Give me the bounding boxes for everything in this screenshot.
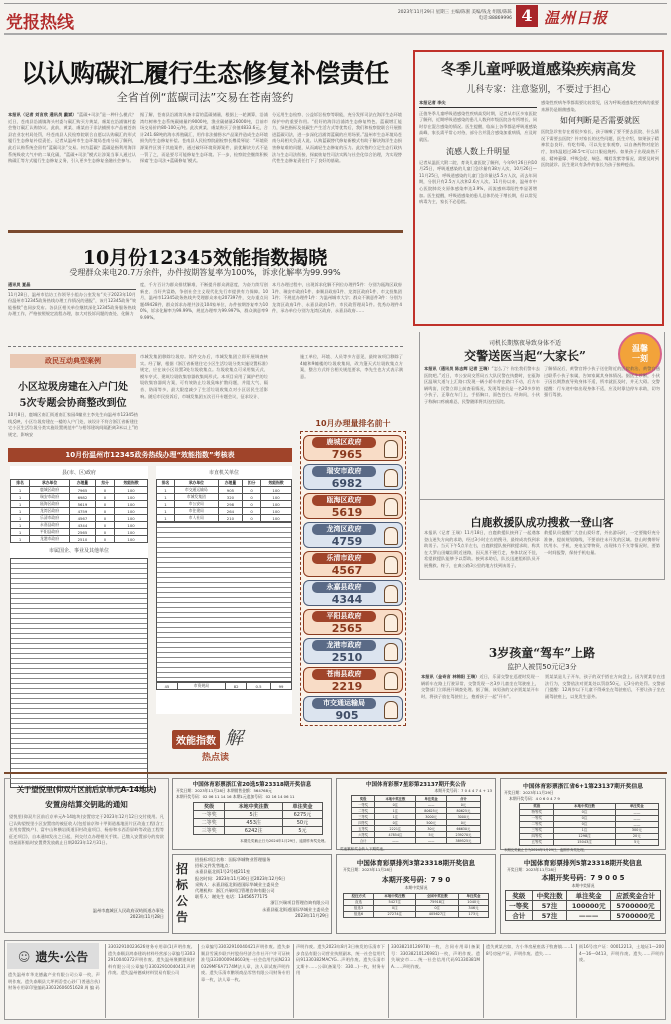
- efficiency-badge: [172, 724, 292, 764]
- story-12345-subhead: 受理群众来电20.7万余件，办件按期答复率为100%，诉求化解率为99.99%: [69, 268, 341, 277]
- trophy-icon: [384, 614, 398, 632]
- direct-table-more: [156, 522, 292, 682]
- case-col2: 市城发集团移除垃圾房。诉件交办后，市城发集团立即开展调查核实。经了解，根据《浙江省新建住宅小区生活垃圾分类实施设置标准》规定，应在该小区设置3处垃圾收集点。垃圾收集点可采用集天式、模车亭式、建筑垃圾收集容器收集间形式。本项目采用了属护栏的垃圾收集容器间方案，可有效防止垃圾臭味扩散问题，并阻大气、隔音、防雨等多，最大限度减少了生活垃圾收集点对小区居民生活影响。随后市民投诉后，市城发集团五次召开专题会议，征求设计、: [140, 354, 268, 399]
- trophy-icon: [384, 701, 398, 719]
- assessment-title: 10月份温州市12345政务热线办理“效能指数”考核表: [8, 448, 292, 462]
- lottery-pl3-numbers: 本期开奖号码：7 9 0: [381, 876, 451, 884]
- trophy-icon: [384, 672, 398, 690]
- health-subhead2: 如何判断是否需要就医: [560, 116, 640, 126]
- health-subhead1: 流感人数上升明显: [446, 146, 510, 156]
- rank-item: 平阳县政府 2565: [303, 609, 403, 635]
- traffic-col1: 本报讯（通讯员 陈志辉 记者 王瑞）“怎么了？你坐我们警车去医院吧。”近日，市公安局交管局五大队民警在执勤时，在瓯海区温瑞大道与上汇路口发现一辆小轿车停在路口不动，后方车辆鸣笛，民警立即上前查看情况，发现驾驶员是一名20多岁的小伙子，正靠在车门上，手捂胸口，面色苍白。经询问，小伙子称胸口疼痛难忍，民警随即将其送往医院。: [424, 366, 540, 404]
- table-row: 1 瑞安市政府 6982 0 100: [11, 494, 148, 501]
- health-story-box: [413, 50, 664, 326]
- county-subtitle: 县(市、区)政府: [62, 470, 96, 476]
- table-row: 组选6 27274注 405627注 173元: [344, 912, 489, 918]
- table-row: 1 瓯海区政府 5619 0 100: [11, 501, 148, 508]
- lottery-20x5-table: 奖级 本地中奖注数 单注奖金 一等奖 5注 6275元 二等奖 453注 50元 三等奖 6242注 5元: [193, 802, 323, 835]
- rank-top10: [300, 418, 406, 766]
- lottery-pl3: 中国体育彩票排列3第23318期开奖信息 开奖日期：2023年11月28日 本期开奖号码：7 9 0 本期中奖情况 投注方式 本地中奖注数 全国中奖注数 单注奖金 直选 5427注 75918注 1040元 组选3 0注 0注 346元 组选6 27274注 405627注 173元: [336, 854, 496, 934]
- case-label: 政民互动典型案例: [10, 354, 136, 368]
- traffic-col2: 了解情况后，黄警官将小伙子送往附近的医院救治。黄警官通过联系小伙子家属，告知家属其身体情况。据医生诊断，小伙子因长期熬夜导致身体不适，所幸就医及时，并无大碍。交警提醒：行车途中如出现身体不适，应及时靠边停车求助，切勿强行驾驶。: [544, 366, 660, 398]
- story-12345-col3: 本月办理过程中，出现诉求化解不到位办理件5件：分别为瓯海区政府1件、瑞安市政府1件、泰顺县政府1件、龙湾区政府1件、市文投集团1件；不规范办理件1件：为温州城市大学；群众不满意件3件：分别为龙湾区政府1件、永嘉县政府1件、市民政管理局1件。优秀办理件4件，承办单位分别为龙湾区政府、永嘉县政府……: [272, 282, 402, 314]
- lottery-pl5-table: 奖级 中奖注数 单注奖金 应派奖金合计 一等奖 57注 100000元 5700000元 合计 57注 ——— 5700000元: [505, 890, 661, 921]
- direct-table-grid: 排名 承办单位 办理量 扣分 效能指数 1 市交通运输局 905 0 100 1 市城发集团 320 0 100 1 市公安局 298 0 100 1 市住建局 264 0 100 1 市人社局 210 0 100: [156, 479, 292, 522]
- table-row: 1 永嘉县政府 4344 0 100: [11, 522, 148, 529]
- direct-table: [156, 466, 292, 714]
- trophy-icon: [384, 585, 398, 603]
- direct-table-last: [156, 682, 292, 690]
- lost-col1: 遗失温州市华龙德鑫产业有限公司公章一枚，声明作废。遗失泰顺县大坪两岙莹心砂厂(普通合伙)财务专用章印鉴编码33032606051628 周 编 码: [8, 972, 100, 991]
- trophy-icon: [384, 498, 398, 516]
- table-row: 1 市公安局 298 0 100: [157, 501, 292, 508]
- lottery-pl3-title: 中国体育彩票排列3第23318期开奖信息: [356, 859, 476, 867]
- lost-notices-label: 遗失·公告: [35, 950, 89, 964]
- efficiency-badge-suffix: 解: [225, 728, 244, 749]
- lead-col3: 分运用生态检察、公益诉讼检察等职能，充分发挥司法在海洋生态环境保护中的重要作用。“很好的海洋沿浦湾生态修复特色、蓝碳增汇能力，绿色指标及低碳生产生活方式等优势后，我们和检察院联合开展推进蓝碳司法，进一步深化沿浦湾蓝碳的应用场景。”温州市生态环境局苍南分局相关负责人说。认购蓝碳替代修复新模式有助于解决海洋生态损害修复难的问题，从而减轻生态修复的压力。此次签约立足生态行政执法与生态司法衔接，探索恢复性司法实践与社会化综合治理，为实现替代性生态修复责任打下了良好的基础。: [272, 112, 402, 164]
- lottery-20x5-title: 中国体育彩票浙江省20选5第23318期开奖信息: [192, 782, 312, 788]
- table-row: 六等奖 47854注 5元 239270元: [352, 832, 481, 838]
- rank-item: 龙港市政府 2510: [303, 638, 403, 664]
- header-info: [322, 10, 512, 22]
- lead-headline: 以认购碳汇履行生态修复补偿责任: [21, 59, 389, 88]
- rank-item: 永嘉县政府 4344: [303, 580, 403, 606]
- lead-subhead: 全省首例“蓝碳司法”交易在苍南签约: [116, 91, 294, 104]
- notice-signer: 温州市鹿城区人民政府双屿街道办事处: [92, 908, 164, 913]
- lottery-qxc-title: 中国体育彩票7星彩第23137期开奖公告: [366, 782, 466, 788]
- rank-item: 瓯海区政府 5619: [303, 493, 403, 519]
- table-row: 1 乐清市政府 4567 0 100: [11, 515, 148, 522]
- table-row: 五等奖 15043注 5元: [520, 840, 659, 846]
- rank-title: 10月办理量排名前十: [315, 419, 391, 428]
- phone-line: 电话:88869996: [478, 16, 512, 21]
- traffic-headline: 交警送医当起“大家长”: [464, 349, 586, 363]
- lost-col2: 33032910023626财务专用章(1)声明作废。遗失泰顺县鸿泰建筑材料经营部公章编号33032910040372声明作废。遗失温州聚腾建筑材料有限公司公章编号33032910040431声明作废。遗失温州德威材料贸易有限公司: [105, 944, 195, 1018]
- lottery-qxc: 中国体育彩票7星彩第23137期开奖公告 本期开奖号码：7 0 4 4 7 4 + 13 奖级 本地中奖注数 单注奖金 合计 一等奖 0注 —— 0元 二等奖 1注 80625元 80625元 三等奖 1注 3000元 3000元 四等奖 0注 500元 0元 五等奖 2221注 30元 66630元 六等奖 47854注 5元 239270元 合计 —— —— 389525元 奖池累积奖金转入下期奖池。: [336, 778, 496, 850]
- trophy-icon: [384, 643, 398, 661]
- rank-item: 瑞安市政府 6982: [303, 464, 403, 490]
- state-owned-subtitle: 市属国企、事业及其他单位: [48, 548, 109, 554]
- notice-box: [4, 778, 169, 933]
- traffic-story-box: [419, 332, 665, 500]
- health-byline: 本报记者 李尖: [419, 100, 537, 108]
- case-col3: 施工单位，环境、人员等多方意见，最终该项目移除了4幢和9幢楼的垃圾收集间，改为篷天式垃圾收集点方案，整合方式符合相关规范要求，李先生也方式表示满意。: [300, 354, 403, 379]
- trophy-icon: [384, 440, 398, 458]
- table-row: 合计 —— —— 389525元: [352, 838, 481, 844]
- state-owned-table-grid: [10, 558, 148, 788]
- tender-label: 招标公告: [176, 862, 189, 924]
- table-row: 一等奖 0注 —— 0元: [352, 802, 481, 808]
- notice-headline-2: 安置房结算交钥匙的通知: [45, 800, 128, 809]
- table-row: 1 鹿城区政府 7965 0 100: [11, 487, 148, 494]
- lottery-pl5: 中国体育彩票排列5第23318期开奖信息 开奖日期：2023年11月28日 本期开奖号码：7 9 0 0 5 本期中奖情况 奖级 中奖注数 单注奖金 应派奖金合计 一等奖 57注 100000元 5700000元 合计 57注 ——— 5700000元: [500, 854, 666, 934]
- lottery-6plus1-title: 中国体育彩票浙江省6+1第23137期开奖信息: [522, 784, 644, 790]
- table-row: 1 龙湾区政府 4759 0 100: [11, 508, 148, 515]
- health-headline: 冬季儿童呼吸道感染疾病高发: [440, 60, 636, 78]
- case-headline-2: 5次专题会协商整改到位: [19, 398, 127, 409]
- rescue-col2: 救援队员提醒广大登山爱好者，外出游玩时，一定要做好充分准备，提前规划路线，不要前往未开发的区域。登山时携带好饮用水、手机、充电宝等物资，出现体力不支等情况时，要第一时间报警，保持手机电量。: [544, 530, 660, 555]
- lost-col5: 33038210126978)一枚，合同专用章(备案号：33038210126981)一枚，声明作废。遗失瑞安市……统一社会信用代码91330381MA……声明作废。: [388, 944, 480, 1018]
- table-row: 一等奖 5注 6275元: [194, 811, 323, 819]
- section-title: 党报热线: [6, 13, 74, 33]
- lost-notices-box: [4, 940, 666, 1020]
- table-row: 三等奖 1注 3000元 3000元: [352, 814, 481, 820]
- paper-logo: 温州日报: [544, 9, 609, 27]
- lottery-20x5: 中国体育彩票浙江省20选5第23318期开奖信息 开奖日期：2023年11月28日 本期销售金额：564768元 本期开奖号码：02 06 11 14 16 本期1元追加号码：02 16 14 06 11 奖级 本地中奖注数 单注奖金 一等奖 5注 6275元 二等奖 453注 50元 三等奖 6242注 5元 本期兑奖截止日为2024年1月29日，逾期作弃奖处理。: [172, 778, 332, 850]
- table-row: 1 市人社局 210 0 100: [157, 515, 292, 522]
- date-line: 2023年11月29日 星期三 主编/陈蜜 美编/钱龙 组版/陈陈: [397, 10, 512, 15]
- rank-item: 乐清市政府 4567: [303, 551, 403, 577]
- table-row: 三等奖 6242注 5元: [194, 827, 323, 835]
- table-row: 1 市交通运输局 905 0 100: [157, 487, 292, 494]
- trophy-icon: [384, 469, 398, 487]
- table-row: 合计 57注 ——— 5700000元: [506, 911, 661, 921]
- lost-notices-header: [7, 943, 99, 969]
- rescue-headline: 白鹿救援队成功搜救一登山客: [470, 516, 614, 529]
- page-number: 4: [516, 5, 538, 27]
- child-col2: 贾某某是儿子开车，孩子的双手搭在方向盘上。因为贾某存在违法行为，交警依法对贾某处以罚款50元，记3分的处罚。交警部门提醒：12周岁以下儿童不得乘坐在驾驶座后，不要让孩子坐在副驾驶座上，以免发生意外。: [545, 674, 665, 699]
- tender-body: 招投标项目名称：国际华城物业管理服务 招标文件发售地点： 永嘉县瓯北街1号2号楼211室 报名时间：2023年11月30日至2023年12月6日 采购人：永嘉县瓯北街道国际华城业主委员会 代理机构：浙江兴瑞项目管理咨询有限公司 联系人：谢先生 电话：13456577175 浙江兴瑞项目管理咨询有限公司 永嘉县瓯北街道国际华城业主委员会 2023年11月29日: [195, 857, 329, 918]
- rank-list: [300, 431, 406, 726]
- lottery-6plus1-table: 奖级 本地中奖注数 单注奖金 特等奖 0注 —— 一等奖 0注 —— 二等奖 0注 —— 三等奖 1注 300元 四等奖 1298注 20元 五等奖 15043注 5元: [519, 803, 659, 846]
- lottery-6plus1: 中国体育彩票浙江省6+1第23137期开奖信息 开奖日期：2023年11月29日 本期开奖号码：4 0 6 0 4 7 9 奖级 本地中奖注数 单注奖金 特等奖 0注 —— 一等奖 0注 —— 二等奖 0注 —— 三等奖 1注 300元 四等奖 1298注 20元 五等奖 15043注 5元 本期兑奖截止日为2024年1月29日，逾期作弃奖处理。: [500, 778, 666, 850]
- lost-col3: 公章编号33032910040421声明作废。遗失泰顺县雪溪乡联兴村股份经济合作社开户许可证核准号J3330000948603统一社会信用代码N2330329MF6A7174M法人章，法人章试废声明作废。遗失乐清市鹏领商品零售有限公司财务专用章一枚，法人章一枚。: [198, 944, 290, 1018]
- lead-col2: 据了解，苍南县沿浦湾具备丰富的蓝碳储量，根据上一轮测算，沿浦湾红树林生态系统碳储量约9000吨，渔业碳储量26000吨，目前市场交易价约80-100元/吨。此次黄某、虞某购买了价值4833.6元，合计241.68吨的海水养殖碳汇，用作非法捕捞水产品案件造成生态环境损失的生态修复补偿。苍南县人民检察院副检察长傅爱琴说：“环境资源案件区别于其他案件，通过破坏环境资源案件，最优解决方式不是一罚了之，而是要尽可能修复生态环境。下一步，检察院会继续积极探索‘生态司法+蓝碳修复’模式。: [140, 112, 268, 164]
- story-12345-byline: 通讯员 夏晶: [8, 282, 136, 290]
- rescue-story-box: [419, 500, 665, 580]
- case-col1: 10月8日，鹿城区南汇街道南汇家园4幢业主李先生向温州市12345热线反映，小区垃圾房建在一楼的入户门处，该设计不符合浙江省新建住宅小区生活垃圾分类实施设置规范中“与相邻建筑间隔距离3米以上”的规定，影响安: [8, 412, 138, 437]
- health-col2: 感染性疾病冬季都需要比较常见，因为呼吸道感染性疾病的重要来源仍是细菌感染。 如何判断是否需要就医 医院急诊室存在着很多家长，孩子咳嗽了要不要去医院、什么情况下需要去医院？针对家长的这些问题，医生介绍，如果孩子精神状态良好、有吃有喝，可以先在家观察，以自备药物对症治疗，如体温超过38.5℃可以口服退烧药。如果孩子出现高热不退、精神萎靡、呼吸急促、喘息、嘴唇发紫等情况，需要及时到医院就诊。医生建议有条件的家长为孩子接种疫苗。: [541, 100, 659, 168]
- story-12345-col1: 通讯员 夏晶 11月28日，温州市信访工作领导小组办公室发布“关于2023年10月份温州市12345政务热线办理工作情况的通报”，该月12345政务“效能指数”也同步发布。各县区相关单位继续深化12345政务服务热线办理工作，严格按照规定流程办理，加大对投诉问题的查处、化解力: [8, 282, 136, 317]
- table-row: 1 市城发集团 320 0 100: [157, 494, 292, 501]
- trophy-icon: [384, 556, 398, 574]
- county-table-grid: 排名 承办单位 办理量 扣分 效能指数 1 鹿城区政府 7965 0 100 1 瑞安市政府 6982 0 100 1 瓯海区政府 5619 0 100 1 龙湾区政府 4759 0 100 1 乐清市政府 4567 0 100 1 永嘉县政府 4344 0 100 1 平阳县政府 2565 0 100 1 龙港市政府 2510 0 100: [10, 479, 148, 543]
- trophy-icon: [384, 527, 398, 545]
- table-row: 特等奖 0注 ——: [520, 810, 659, 816]
- lottery-pl5-title: 中国体育彩票排列5第23318期开奖信息: [523, 859, 643, 867]
- notice-body: 望悦里(仰双片区前后京单元A-14地块)安置房定于2023年12月12日交付使用。凡已认购望悦里小区安置房的被征收人(包括前京和十甲街道基地田片区改造工程(含工业用房置换户)、富中山和横岩街道旧村改造项目、杨府和水西岙屏岭等改造工程等征迁项目)，自本通知发出之日起，到交付点办理相关手续。已缴入安置部分的房款房屋面积临时安置费发放截止日期2023年12月31日。: [9, 814, 164, 846]
- health-col1: 本报记者 李尖 正值冬季儿童呼吸道感染性疾病高发时期，记者从市区多家医院了解到，近期呼吸道感染的患儿人数到市级医院各有所增长，同时存在混合感染的情况。医生提醒，临床上各季都是呼吸道感染高峰，家长需平常心对待，部分合并混合感染加重病情，应及时就医。 流感人数上升明显 记者从温医大附二院、育英儿童医院了解到，今年9月26日到10月25日，呼吸道感染的儿童门急诊量有38万人次，10月26日—11月25日，呼吸道感染的儿童门急诊量达5.5万人次，而去年同期，分别只有2.5万人次和2.6万人次。11月份以来，温州市中心医院肺炎支原体感染率达3.9%，而流感病毒阳性率显著增加。医生提醒，呼吸道感染的患儿总体仍处于增长期，但以常见病毒为主，家长不必恐慌。: [419, 100, 537, 205]
- rank-item: 苍南县政府 2219: [303, 667, 403, 693]
- county-table: [10, 466, 148, 786]
- lost-col7: 街16号房产证：00012213，土地证1—2004—16—0413，声明作废。遗失……声明作废。: [576, 944, 664, 1018]
- table-row: 45 市资规局 82 0.5 99: [157, 683, 292, 690]
- direct-subtitle: 市直机关单位: [208, 470, 239, 476]
- lead-byline: 本报讯（记者 刘言欣 通讯员 戴斌）: [8, 112, 77, 117]
- table-row: 1 龙港市政府 2510 0 100: [11, 536, 148, 543]
- table-row: 二等奖 453注 50元: [194, 819, 323, 827]
- lead-col1: 本报讯（记者 刘言欣 通讯员 戴斌）“蓝碳+司法”是一种什么模式？近日，苍南县沿浦镇海头村委与碳汇购买方黄某、虞某在沿浦镇村委会签订碳汇认购协议。此前，黄某、虞某由于非法捕捞水产品被苍南县农业农村局处罚，经苍南县人民检察院联合自愿以认购碳汇的形式履行生态修复补偿责任。记者从温州市生态环境局苍南分局了解到，此后认购系统会留有“蓝碳司法”交易。何为蓝碳？蓝碳是指利用海洋系统吸收大气中的二氧化碳，“蓝碳+司法”模式让涉案当事人通过认购碳汇等方式履行生态修复义务，引入更多生态修复金融社会参与。: [8, 112, 136, 164]
- table-row: 四等奖 1298注 20元: [520, 834, 659, 840]
- person-icon: ☺: [17, 950, 31, 964]
- rank-item: 鹿城区政府 7965: [303, 435, 403, 461]
- table-row: 一等奖 0注 ——: [520, 816, 659, 822]
- story-12345-headline: 10月份12345效能指数揭晓: [82, 247, 328, 269]
- table-row: 1 平阳县政府 2565 0 100: [11, 529, 148, 536]
- rescue-col1: 本报讯（记者 王瑞）11月18日，白鹿救援队接到了一起遇客登山迷失方向的求助，经过3小时左右的搜寻，最终成功找到求助男子。当天下午5点半左右，白鹿救援队接到救援求助，称其在大罗山田螺岩附近迷路，因天黑不便行走，身体状况不佳，希望救援队能够予以帮助。接到求助后，队长迅速组织队员开展搜救。终于，在离公路3公里的地方找到该男子。: [424, 530, 540, 568]
- health-subhead: 儿科专家：注意鉴别，不要过于担心: [466, 85, 611, 95]
- case-col3-left: [272, 354, 298, 412]
- notice-date: 2023年11月28日: [130, 914, 164, 919]
- rank-item: 龙湾区政府 4759: [303, 522, 403, 548]
- notice-headline-1: 关于望悦里(仰双片区前后京单元A-14地块): [16, 785, 157, 794]
- lost-col4: 声明作废。遗失2023年8月3日核发的乐清市下步食品有限公司营业执照副本，统一社会信用代码91330382MACYG…声明作废。遗失乐清市文斯卡……公章(备案号：330…)一枚，财务专用: [293, 944, 385, 1018]
- lottery-pl5-numbers: 本期开奖号码：7 9 0 0 5: [541, 874, 625, 882]
- table-row: 二等奖 0注 ——: [520, 822, 659, 828]
- table-row: 四等奖 0注 500元 0元: [352, 820, 481, 826]
- child-subhead: 监护人被罚50元记3分: [507, 663, 577, 671]
- child-col1: 本报讯（金奇言 林锦阳 王瑞）近日，乐清交警在巡逻时发现一辆轿车在路上行驶异常，交警发现一名3岁儿童坐在驾驶座上，交警部门立即展开调查处理。据了解，该男孩的父亲贾某某开车时，将孩子放在驾驶位上，抱着孩子一起“开车”。: [421, 674, 539, 699]
- warm-moment-badge: 温馨 一刻: [618, 332, 662, 376]
- child-headline: 3岁孩童“驾车”上路: [488, 646, 596, 660]
- rank-item: 市交通运输局 905: [303, 696, 403, 722]
- efficiency-badge-label: 效能指数: [172, 730, 220, 749]
- tender-box: [172, 854, 332, 934]
- table-row: 五等奖 2221注 30元 66630元: [352, 826, 481, 832]
- table-row: 组选3 0注 0注 346元: [344, 906, 489, 912]
- efficiency-badge-suffix2: 热点读: [202, 753, 230, 763]
- lottery-qxc-table: 奖级 本地中奖注数 单注奖金 合计 一等奖 0注 —— 0元 二等奖 1注 80625元 80625元 三等奖 1注 3000元 3000元 四等奖 0注 500元 0元 五等奖 2221注 30元 66630元 六等奖 47854注 5元 239270元 合计 —— —— 389525元: [351, 795, 481, 844]
- table-row: 一等奖 57注 100000元 5700000元: [506, 901, 661, 911]
- lottery-pl3-table: 投注方式 本地中奖注数 全国中奖注数 单注奖金 直选 5427注 75918注 1040元 组选3 0注 0注 346元 组选6 27274注 405627注 173元: [343, 893, 489, 918]
- table-row: 1 市住建局 264 0 100: [157, 508, 292, 515]
- lost-col6: 遗失黄某吉如，方小华房屋座落于牧唐镇……18号房屋产证，声明作废。遗失……: [483, 944, 573, 1018]
- table-row: 二等奖 1注 80625元 80625元: [352, 808, 481, 814]
- table-row: 直选 5427注 75918注 1040元: [344, 900, 489, 906]
- traffic-kicker: 司机长期熬夜导致身体不适: [488, 340, 561, 347]
- story-12345-col2: 度，千方百计为群众排忧解难，不断提升群众满意度，为奋力续写创新史、当好共富路，争创社会主义现代化先行市提供有力保障。10月，温州市12345政务热线共受理群众来电207397件，交办重点问题49428件，群众诉求办理共涉及104家单位，办件按期答复率为100%，诉求化解率为99.99%，规范办理率为99.997%，群众满意率99.99%。: [140, 282, 268, 320]
- case-headline-1: 小区垃圾房建在入户门处: [18, 382, 128, 393]
- table-row: 三等奖 1注 300元: [520, 828, 659, 834]
